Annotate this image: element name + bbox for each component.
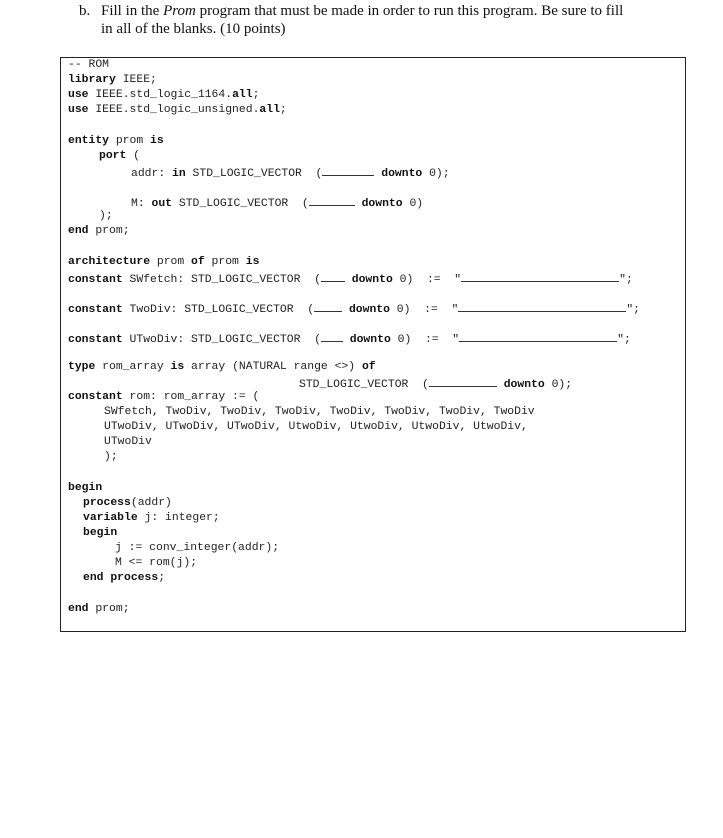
question-prom-italic: Prom <box>163 3 196 19</box>
c2-name: TwoDiv: STD_LOGIC_VECTOR ( <box>122 304 315 316</box>
end-arch-name: prom; <box>88 603 130 615</box>
code-variable-line <box>83 511 220 526</box>
kw-constant-1: constant <box>68 274 123 286</box>
code-rom-close: ); <box>104 451 118 463</box>
code-use2-line <box>68 103 287 118</box>
kw-constant-3: constant <box>68 334 123 346</box>
kw-type: type <box>68 361 96 373</box>
arch-name: prom <box>150 256 192 268</box>
use1-pre: IEEE.std_logic_1164. <box>88 89 233 101</box>
kw-constant-2: constant <box>68 304 123 316</box>
code-stmt-1: j := conv_integer(addr); <box>115 542 280 554</box>
kw-use-1: use <box>68 89 89 101</box>
type-downto: downto <box>503 379 545 391</box>
c3-downto: downto <box>349 334 391 346</box>
code-stmt-2: M <= rom(j); <box>115 557 198 569</box>
type-name: rom_array <box>95 361 171 373</box>
type-rest: array (NATURAL range <>) <box>184 361 362 373</box>
c3-name: UTwoDiv: STD_LOGIC_VECTOR ( <box>122 334 321 346</box>
kw-port: port <box>99 150 127 162</box>
code-rom-decl-line <box>68 390 259 405</box>
code-end-entity-line <box>68 224 130 239</box>
type-line2: STD_LOGIC_VECTOR ( <box>299 379 429 391</box>
question-text-a: Fill in the <box>101 3 164 19</box>
arch-name-2: prom <box>204 256 246 268</box>
code-rom-row-2: UTwoDiv, UTwoDiv, UTwoDiv, UtwoDiv, UtwoDiv, UtwoDiv, UtwoDiv, <box>104 421 528 433</box>
code-process-line <box>83 496 172 511</box>
kw-entity: entity <box>68 135 110 147</box>
code-box <box>60 57 686 632</box>
kw-end-arch: end <box>68 603 89 615</box>
question-text-b: program that must be made in order to run this program. Be sure to fill <box>195 3 624 19</box>
code-type-line <box>68 360 376 375</box>
c3-width-blank <box>321 330 343 342</box>
use1-all: all <box>232 89 253 101</box>
use1-end: ; <box>252 89 260 101</box>
end-entity-name: prom; <box>88 225 130 237</box>
c3-end: "; <box>617 334 631 346</box>
type-line2-end: 0); <box>544 379 573 391</box>
question-line-1 <box>79 2 699 20</box>
addr-end: 0); <box>422 168 450 180</box>
addr-type: STD_LOGIC_VECTOR ( <box>185 168 323 180</box>
m-blank <box>309 194 355 206</box>
kw-type-of: of <box>361 361 376 373</box>
question-line-2: in all of the blanks. (10 points) <box>101 21 286 37</box>
use2-pre: IEEE.std_logic_unsigned. <box>88 104 260 116</box>
c1-assign: 0) := " <box>392 274 462 286</box>
code-block <box>61 58 640 838</box>
c2-value-blank <box>458 300 626 312</box>
kw-type-is: is <box>170 361 185 373</box>
code-comment: -- ROM <box>68 59 110 71</box>
kw-end-process: end process <box>83 572 159 584</box>
kw-variable: variable <box>83 512 138 524</box>
library-name: IEEE; <box>115 74 157 86</box>
m-end: 0) <box>402 198 424 210</box>
use2-all: all <box>259 104 280 116</box>
c2-downto: downto <box>348 304 390 316</box>
process-args: (addr) <box>130 497 172 509</box>
entity-name: prom <box>109 135 151 147</box>
code-end-arch-line <box>68 602 130 617</box>
kw-constant-rom: constant <box>68 391 123 403</box>
kw-out: out <box>151 198 173 210</box>
code-port-line <box>99 149 140 164</box>
addr-pre: addr: <box>131 168 173 180</box>
kw-end-entity: end <box>68 225 89 237</box>
code-rom-row-3: UTwoDiv <box>104 436 152 448</box>
variable-rest: j: integer; <box>137 512 220 524</box>
rom-decl: rom: rom_array := ( <box>122 391 260 403</box>
use2-end: ; <box>279 104 287 116</box>
code-library-line <box>68 73 157 88</box>
port-paren: ( <box>126 150 141 162</box>
c1-end: "; <box>619 274 633 286</box>
kw-in: in <box>172 168 186 180</box>
question-text <box>79 2 699 38</box>
code-port-close: ); <box>99 210 113 222</box>
c2-width-blank <box>314 300 342 312</box>
kw-library: library <box>68 74 116 86</box>
c1-value-blank <box>461 270 619 282</box>
question-label: b. <box>79 3 91 19</box>
code-const-swfetch-line <box>68 270 633 288</box>
c3-assign: 0) := " <box>390 334 460 346</box>
code-end-process-line <box>83 571 165 586</box>
kw-arch-is: is <box>245 256 260 268</box>
kw-process: process <box>83 497 131 509</box>
kw-entity-is: is <box>150 135 164 147</box>
m-type: STD_LOGIC_VECTOR ( <box>172 198 309 210</box>
code-rom-row-1: SWfetch, TwoDiv, TwoDiv, TwoDiv, TwoDiv, TwoDiv, TwoDiv, TwoDiv <box>104 406 535 418</box>
type-width-blank <box>429 375 497 387</box>
m-pre: M: <box>131 198 152 210</box>
code-architecture-line <box>68 255 259 270</box>
code-begin-2: begin <box>83 527 118 539</box>
c1-downto: downto <box>351 274 393 286</box>
code-entity-line <box>68 134 164 149</box>
kw-of: of <box>191 256 205 268</box>
c2-assign: 0) := " <box>389 304 459 316</box>
addr-blank <box>322 164 374 176</box>
code-addr-line <box>131 164 450 182</box>
code-begin: begin <box>68 482 103 494</box>
kw-use-2: use <box>68 104 89 116</box>
code-const-twodiv-line <box>68 300 640 318</box>
code-m-line <box>131 194 423 212</box>
m-downto: downto <box>361 198 403 210</box>
c1-width-blank <box>321 270 345 282</box>
kw-architecture: architecture <box>68 256 151 268</box>
c3-value-blank <box>459 330 617 342</box>
code-use1-line <box>68 88 259 103</box>
addr-downto: downto <box>381 168 423 180</box>
c2-end: "; <box>626 304 640 316</box>
code-const-utwodiv-line <box>68 330 631 348</box>
end-process-semi: ; <box>158 572 166 584</box>
code-type-line-2 <box>299 375 572 393</box>
c1-name: SWfetch: STD_LOGIC_VECTOR ( <box>122 274 321 286</box>
